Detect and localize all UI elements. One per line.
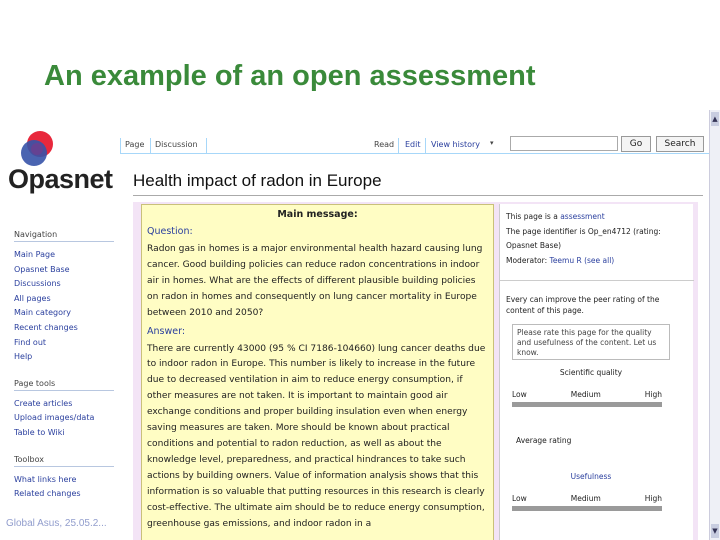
- nav-item-opasnet-base[interactable]: Opasnet Base: [14, 264, 70, 274]
- scroll-down-icon[interactable]: ▼: [711, 524, 719, 538]
- logo-wordmark: Opasnet: [8, 164, 113, 194]
- assessment-prefix: This page is a: [506, 212, 561, 221]
- usefulness-low-label: Low: [512, 494, 527, 503]
- quality-scale-title: Scientific quality: [559, 368, 623, 377]
- tab-separator: [206, 138, 207, 154]
- tab-separator: [398, 138, 399, 154]
- nav-item-create-articles[interactable]: Create articles: [14, 398, 73, 408]
- page-title: Health impact of radon in Europe: [133, 171, 382, 190]
- moderator-link[interactable]: Teemu R (see all): [549, 255, 615, 265]
- assessment-side-panel: [499, 204, 693, 540]
- scroll-up-icon[interactable]: ▲: [711, 112, 719, 126]
- peer-rating-text: Every can improve the peer rating of the content of this page.: [506, 295, 660, 315]
- nav-heading-toolbox: Toolbox: [14, 455, 114, 467]
- go-button[interactable]: Go: [621, 136, 651, 152]
- tab-view-history[interactable]: View history: [431, 140, 481, 149]
- nav-item-discussions[interactable]: Discussions: [14, 279, 61, 289]
- tab-discussion[interactable]: Discussion: [155, 140, 198, 149]
- average-rating-label: Average rating: [516, 436, 572, 445]
- vertical-scrollbar[interactable]: [709, 110, 720, 540]
- tab-page[interactable]: Page: [125, 140, 145, 149]
- nav-item-main-category[interactable]: Main category: [14, 308, 71, 318]
- nav-item-all-pages[interactable]: All pages: [14, 293, 51, 303]
- tab-separator: [425, 138, 426, 154]
- tab-edit[interactable]: Edit: [405, 140, 421, 149]
- quality-rating-bar[interactable]: [512, 402, 662, 407]
- browser-screenshot: [0, 108, 720, 540]
- question-text: Radon gas in homes is a major environmental health hazard causing lung cancer. Good building policies can reduce radon concentrations in indoor air in homes. What are the effects of different plausible building policies on radon in homes and consequently on lung cancer mortality in Europe between 2010 and 2050?: [147, 244, 483, 318]
- search-button[interactable]: Search: [656, 136, 704, 152]
- nav-item-find-out[interactable]: Find out: [14, 337, 47, 347]
- rate-instructions-box: Please rate this page for the quality and usefulness of the content. Let us know.: [512, 324, 670, 360]
- nav-item-recent-changes[interactable]: Recent changes: [14, 322, 78, 332]
- answer-text: There are currently 43000 (95 % CI 7186-104660) lung cancer deaths due to indoor radon in Europe. This number is likely to increase in the future due to decreased ventilation in aim to reduce energy consumption, if other measures are not taken. It is important to maintain good air exchange conditions and proper building insulation even when energy saving measures are taken. More should be known about practical conditions and potential to radon reduction, as well as about the knowledge level, preparedness, and practical hindrances to take such actions by building owners. Value of information analysis shows that this information is so valuable that putting resources in this research is clearly cost-effective. The ultimate aim should be to reduce energy consumption, greenhouse gas emissions, and indoor radon in a: [147, 343, 486, 529]
- tab-read[interactable]: Read: [374, 140, 395, 149]
- heading-divider: [133, 195, 703, 196]
- page-identifier: The page identifier is Op_en4712 (rating:: [506, 226, 661, 236]
- nav-group-navigation: [14, 230, 114, 365]
- side-divider: [500, 280, 694, 281]
- nav-item-main-page[interactable]: Main Page: [14, 250, 56, 259]
- usefulness-scale-title[interactable]: Usefulness: [570, 472, 612, 481]
- usefulness-scale-labels: [512, 494, 662, 503]
- quality-scale-labels: [512, 390, 662, 399]
- opasnet-base-note: Opasnet Base): [506, 241, 562, 251]
- usefulness-rating-bar[interactable]: [512, 506, 662, 511]
- usefulness-medium-label: Medium: [570, 494, 601, 503]
- slide-footer: Global Asus, 25.05.2...: [6, 518, 107, 529]
- nav-item-table-to-wiki[interactable]: Table to Wiki: [14, 427, 65, 437]
- quality-low-label: Low: [512, 390, 527, 399]
- main-message-title: Main message:: [277, 209, 358, 220]
- answer-label[interactable]: Answer:: [147, 325, 186, 337]
- nav-item-what-links-here[interactable]: What links here: [14, 474, 77, 484]
- assessment-link[interactable]: assessment: [560, 212, 605, 221]
- main-message-box: [141, 204, 494, 540]
- moderator-label: Moderator:: [506, 255, 550, 265]
- sidebar-nav: [14, 230, 114, 512]
- more-chevron-icon[interactable]: ▾: [490, 139, 494, 147]
- assessment-info: [506, 210, 692, 268]
- opasnet-logo[interactable]: [8, 130, 118, 210]
- tab-separator: [120, 138, 121, 154]
- nav-heading-page-tools: Page tools: [14, 379, 114, 391]
- nav-group-toolbox: [14, 455, 114, 502]
- quality-medium-label: Medium: [570, 390, 601, 399]
- question-label[interactable]: Question:: [147, 226, 193, 237]
- search-input[interactable]: [510, 136, 618, 151]
- nav-group-page-tools: [14, 379, 114, 441]
- nav-heading-navigation: Navigation: [14, 230, 114, 242]
- nav-item-help[interactable]: Help: [14, 352, 33, 362]
- nav-item-related-changes[interactable]: Related changes: [14, 489, 81, 499]
- tab-separator: [150, 138, 151, 154]
- nav-item-upload-images[interactable]: Upload images/data: [14, 413, 95, 423]
- quality-high-label: High: [644, 390, 662, 399]
- slide-title: An example of an open assessment: [44, 60, 536, 92]
- usefulness-high-label: High: [644, 494, 662, 503]
